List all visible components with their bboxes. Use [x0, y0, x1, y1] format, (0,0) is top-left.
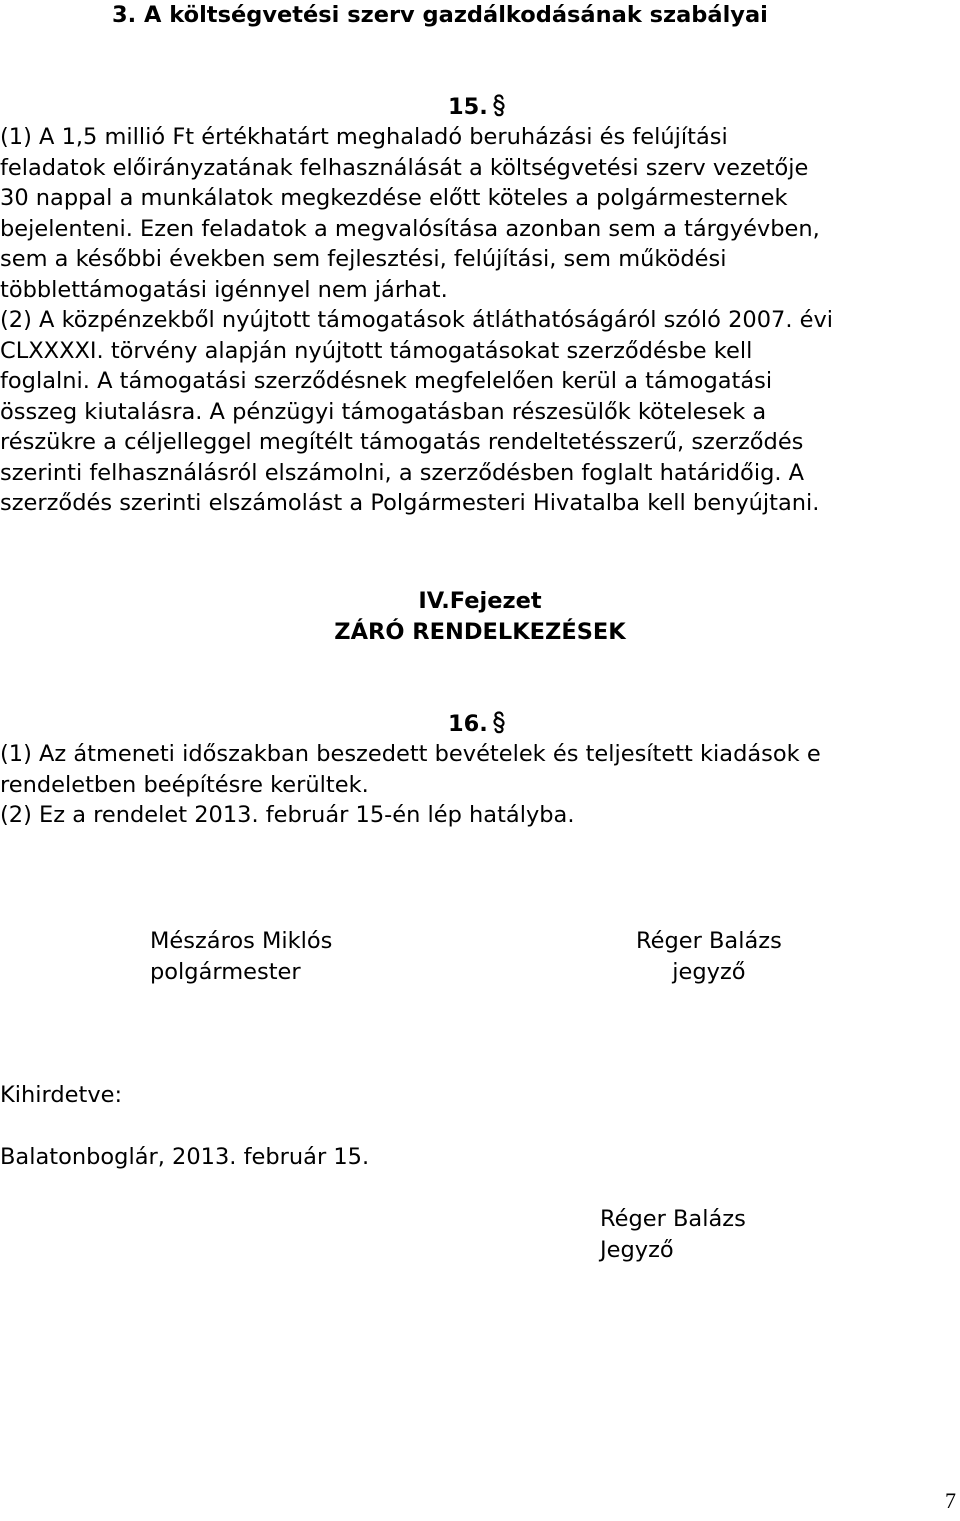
promulgation-label: Kihirdetve: — [0, 1082, 123, 1108]
mayor-title: polgármester — [150, 959, 301, 985]
section-16-line: rendeletben beépítésre kerültek. — [0, 771, 369, 798]
section-15-body — [0, 122, 960, 519]
section-heading: 3. A költségvetési szerv gazdálkodásának szabályai — [112, 2, 768, 28]
section-15-label: 15. — [448, 94, 488, 120]
promulgation-signer-name: Réger Balázs — [600, 1206, 746, 1232]
notary-title: jegyző — [672, 959, 746, 985]
page-number: 7 — [945, 1488, 956, 1513]
section-16-number — [448, 709, 506, 739]
promulgation-signer-title: Jegyző — [600, 1237, 674, 1263]
section-sign-icon — [492, 92, 506, 122]
chapter-title: IV.Fejezet — [418, 588, 542, 614]
mayor-signature — [150, 926, 332, 988]
section-15-line: szerződés szerinti elszámolást a Polgármesteri Hivatalba kell benyújtani. — [0, 490, 820, 516]
section-16-line: (2) Ez a rendelet 2013. február 15-én lép hatályba. — [0, 802, 575, 828]
section-15-line: szerinti felhasználásról elszámolni, a szerződésben foglalt határidőig. A — [0, 459, 805, 486]
section-15-line: feladatok előirányzatának felhasználását a költségvetési szerv vezetője — [0, 154, 809, 181]
section-15-line: 30 nappal a munkálatok megkezdése előtt köteles a polgármesternek — [0, 185, 788, 211]
notary-name: Réger Balázs — [636, 928, 782, 954]
notary-signature — [636, 926, 782, 988]
section-15-line: CLXXXXI. törvény alapján nyújtott támogatásokat szerződésbe kell — [0, 337, 753, 364]
section-15-number — [448, 92, 506, 122]
section-sign-icon — [492, 709, 506, 739]
section-16-label: 16. — [448, 711, 488, 737]
section-15-line: (1) A 1,5 millió Ft értékhatárt meghaladó beruházási és felújítási — [0, 124, 728, 150]
section-15-line: bejelenteni. Ezen feladatok a megvalósítása azonban sem a tárgyévben, — [0, 215, 820, 242]
promulgation-signer — [600, 1204, 746, 1266]
mayor-name: Mészáros Miklós — [150, 928, 333, 954]
chapter-heading — [0, 586, 960, 648]
section-15-line: többlettámogatási igénnyel nem járhat. — [0, 276, 448, 303]
section-15-line: (2) A közpénzekből nyújtott támogatások átláthatóságáról szóló 2007. évi — [0, 307, 834, 333]
chapter-subtitle: ZÁRÓ RENDELKEZÉSEK — [334, 619, 626, 645]
promulgation-place-date: Balatonboglár, 2013. február 15. — [0, 1144, 370, 1170]
section-16-line: (1) Az átmeneti időszakban beszedett bevételek és teljesített kiadások e — [0, 741, 821, 767]
section-15-line: sem a későbbi években sem fejlesztési, felújítási, sem működési — [0, 246, 727, 272]
section-15-line: foglalni. A támogatási szerződésnek megfelelően kerül a támogatási — [0, 368, 773, 394]
section-16-body — [0, 739, 960, 831]
section-15-line: részükre a céljelleggel megítélt támogatás rendeltetésszerű, szerződés — [0, 429, 804, 455]
section-15-line: összeg kiutalásra. A pénzügyi támogatásban részesülők kötelesek a — [0, 398, 767, 425]
